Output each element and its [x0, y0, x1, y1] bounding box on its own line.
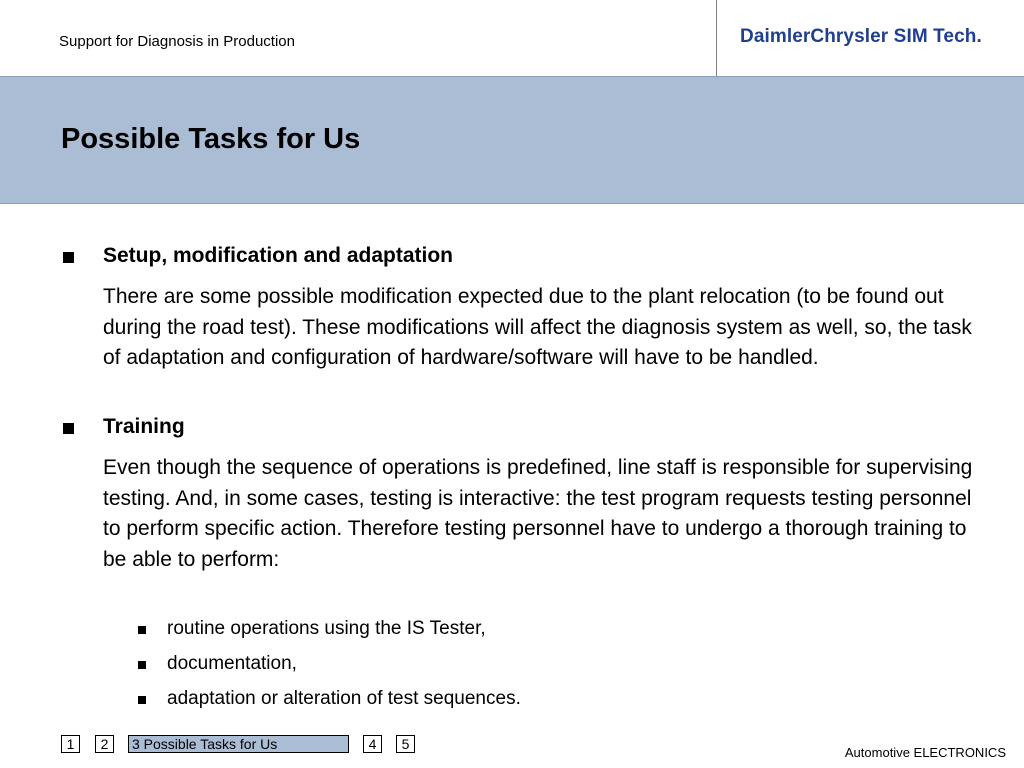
nav-slide-4-button[interactable]: 4 [363, 735, 382, 753]
brand-logo-text: DaimlerChrysler SIM Tech. [740, 26, 982, 47]
sub-bullet-square-icon [138, 661, 146, 669]
nav-current-slide-button[interactable]: 3 Possible Tasks for Us [128, 735, 349, 753]
header-subtitle: Support for Diagnosis in Production [59, 33, 295, 50]
nav-slide-5-button[interactable]: 5 [396, 735, 415, 753]
list-item: adaptation or alteration of test sequences. [167, 688, 521, 709]
bullet-square-icon [63, 252, 74, 263]
sub-bullet-square-icon [138, 626, 146, 634]
footer-brand: Automotive ELECTRONICS [844, 745, 1006, 760]
nav-slide-1-button[interactable]: 1 [61, 735, 80, 753]
list-item: routine operations using the IS Tester, [167, 618, 486, 639]
nav-slide-2-button[interactable]: 2 [95, 735, 114, 753]
slide-header [0, 0, 1024, 76]
slide-footer [0, 730, 1024, 768]
section-body: Even though the sequence of operations is predefined, line staff is responsible for supervising testing. And, in some cases, testing is interactive: the test program requests testing personnel to perform specific action. Therefore testing personnel have to undergo a thorough training to be able to perform: [103, 456, 973, 571]
section-heading: Setup, modification and adaptation [103, 244, 454, 267]
bullet-square-icon [63, 423, 74, 434]
section-heading: Training [103, 415, 185, 438]
header-divider [716, 0, 717, 76]
slide-title: Possible Tasks for Us [61, 123, 361, 155]
section-body: There are some possible modification expected due to the plant relocation (to be found out during the road test). These modifications will affect the diagnosis system as well, so, the task of adaptation and configuration of hardware/software will have to be handled. [103, 285, 972, 369]
sub-bullet-square-icon [138, 696, 146, 704]
title-band [0, 76, 1024, 204]
list-item: documentation, [167, 653, 297, 674]
